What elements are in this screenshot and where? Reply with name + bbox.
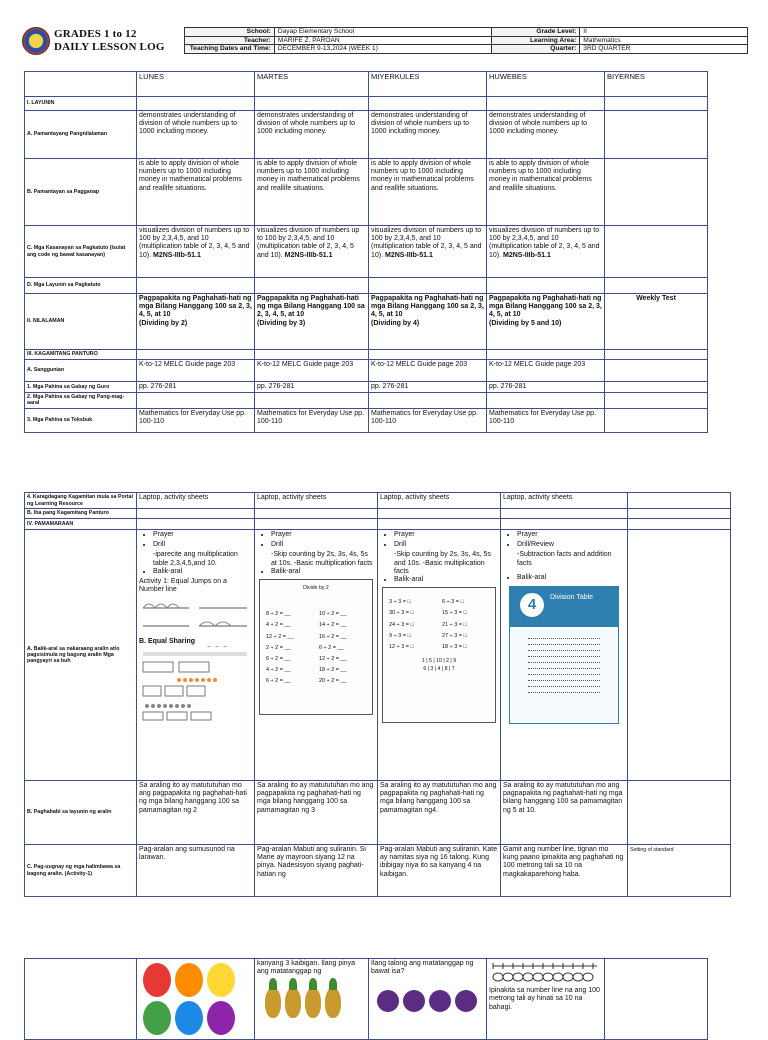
pamantayang-pangnilalaman-label: A. Pamantayang Pangnilalaman (25, 111, 137, 159)
equal-sharing-image (139, 646, 251, 726)
learning-area-label: Learning Area: (492, 36, 580, 45)
competency-code: M2NS-IIIb-51.1 (385, 251, 433, 259)
worksheet-title: Divide by 2 (303, 585, 329, 592)
division-table-image (509, 586, 619, 724)
textbook-pages-tue: Mathematics for Everyday Use pp. 100-110 (255, 408, 369, 432)
examples-tue: Pag-aralan Mabuti ang suliranin. Si Marie ay mayroon siyang 12 na pinya. Nadesisyon siyang paghati-hatian ng (255, 845, 378, 897)
teacher-value: MARIFE Z. PAROAN (274, 36, 492, 45)
content-division: (Dividing by 4) (371, 319, 420, 327)
competency-tue (255, 226, 369, 278)
layunin-label: I. LAYUNIN (25, 97, 137, 111)
divide-by-3-worksheet-image: 3 ÷ 3 = □ 6 ÷ 3 = □ 30 ÷ 3 = □ 15 ÷ 3 = □ 24 ÷ 3 = □ 21 ÷ 3 = □ 9 ÷ 3 = □ 27 ÷ 3 = □ 12 ÷ 3 = □ 18 ÷ 3 = □ 1 | 5 | 10 | 2 | 9 6 | 3 | 4 | 8 | 7 (382, 587, 496, 723)
content-division: (Dividing by 2) (139, 319, 188, 327)
eggplant-cell (369, 959, 487, 1040)
quarter-label: Quarter: (492, 45, 580, 54)
review-tue (255, 530, 378, 781)
corner-cell (25, 72, 137, 97)
nilalaman-label: II. NILALAMAN (25, 294, 137, 350)
competency-code: M2NS-IIIb-51.1 (284, 251, 333, 259)
pag-uugnay-label: C. Pag-uugnay ng mga halimbawa sa bagong aralin. (Activity-1) (25, 845, 137, 897)
reference-tue: K-to-12 MELC Guide page 203 (255, 360, 369, 382)
balik-aral-item: • Balik-aral (153, 568, 252, 576)
balik-aral-item: • Balik-aral (394, 576, 498, 584)
prayer-item: • Prayer (271, 531, 375, 539)
balik-aral-label: A. Balik-aral sa nakaraang aralin at/o pagsisimula ng bagong aralin Mga pangyayri sa buh (25, 530, 137, 781)
dll-title-line1: GRADES 1 to 12 (54, 28, 137, 40)
learning-area-value: Mathematics (580, 36, 748, 45)
content-division: (Dividing by 3) (257, 319, 306, 327)
teaching-dates-label: Teaching Dates and Time: (185, 45, 275, 54)
review-wed (378, 530, 501, 781)
school-label: School: (185, 28, 275, 37)
balloons-image-cell (137, 959, 255, 1040)
competency-code: M2NS-IIIb-51.1 (153, 251, 201, 259)
teacher-label: Teacher: (185, 36, 275, 45)
dll-title-line2: DAILY LESSON LOG (54, 40, 165, 53)
examples-fri: Setting of standard (628, 845, 731, 897)
materials-tue: Laptop, activity sheets (255, 493, 378, 509)
activity1-text: Activity 1: Equal Jumps on a Number line (139, 578, 227, 594)
balloons-image (139, 960, 252, 1038)
purpose-wed: Sa araling ito ay matututuhan mo ang pagpapakita ng paghahati-hati ng mga bilang hanggang 100 sa pamamagitan ng4. (378, 781, 501, 845)
examples-mon: Pag-aralan ang sumusunod na larawan. (137, 845, 255, 897)
review-mon (137, 530, 255, 781)
drill-subtext: -iparecite ang multiplication table 2,3,4,5,and 10. (153, 551, 238, 567)
number-line-image (139, 594, 251, 634)
materials-mon: Laptop, activity sheets (137, 493, 255, 509)
content-standard-thu: demonstrates understanding of division of whole numbers up to 1000 including money. (487, 111, 605, 159)
school-value: Dayap Elementary School (274, 28, 492, 37)
competency-text: visualizes division of numbers up to 100 by 2,3,4,5, and 10 (multiplication table of 2, 3, 4, 5 and 10). (371, 227, 482, 259)
kagamitang-panturo-label: III. KAGAMITANG PANTURO (25, 350, 137, 360)
teacher-guide-pages-tue: pp. 276-281 (255, 382, 369, 393)
karagdagang-kagamitan-label: 4. Karagdagang Kagamitan mula sa Portal ng Learning Resource (25, 493, 137, 509)
performance-standard-tue: is able to apply division of whole numbers up to 1000 including money in mathematical problems and reallife situations. (255, 159, 369, 226)
divide-by-2-worksheet-image: Divide by 2 8 ÷ 2 = __ 10 ÷ 2 = __ 4 ÷ 2 = __ 14 ÷ 2 = __ 12 ÷ 2 = __ 16 ÷ 2 = __ 2 ÷ 2 = __ 6 ÷ 2 = __ 6 ÷ 2 = __ 12 ÷ 2 = __ 4 ÷ 2 = __ 18 ÷ 2 = __ 6 ÷ 2 = __ 20 ÷ 2 = __ (259, 579, 373, 715)
performance-standard-thu: is able to apply division of whole numbers up to 1000 including money in mathematical problems and reallife situations. (487, 159, 605, 226)
reference-wed: K-to-12 MELC Guide page 203 (369, 360, 487, 382)
division-table-number: 4 (520, 593, 544, 617)
eggplants-image (371, 976, 484, 1015)
day-header-tuesday: MARTES (255, 72, 369, 97)
pamamaraan-label: IV. PAMAMARAAN (25, 519, 137, 530)
content-wed (369, 294, 487, 350)
drill-subtext: -Skip counting by 2s, 3s, 4s, 5s at 10s. -Basic multiplication facts (271, 551, 373, 567)
drill-item: • Drill (153, 541, 252, 549)
gabay-guro-label: 1. Mga Pahina sa Gabay ng Guro (25, 382, 137, 393)
content-title: Pagpapakita ng Paghahati-hati ng mga Bilang Hanggang 100 sa 2, 3, 4, 5, at 10 (371, 295, 484, 319)
content-standard-wed: demonstrates understanding of division of whole numbers up to 1000 including money. (369, 111, 487, 159)
performance-standard-mon: is able to apply division of whole numbers up to 1000 including money in mathematical problems and reallife situations. (137, 159, 255, 226)
continuation-label-cell (25, 959, 137, 1040)
day-header-thursday: HUWEBES (487, 72, 605, 97)
balik-aral-item: • Balik-aral (271, 568, 375, 576)
drill-item: • Drill (394, 541, 498, 549)
lesson-log-table-1 (24, 71, 708, 433)
purpose-thu: Sa araling ito ay matututuhan mo ang pagpapakita ng paghahati-hati ng mga bilang hanggang 100 sa pamamagitan ng 5 at 10. (501, 781, 628, 845)
drill-subtext: -Skip counting by 2s, 3s, 4s, 5s and 10s. -Basic multiplication facts (394, 551, 491, 575)
sanggunian-label: A. Sanggunian (25, 360, 137, 382)
examples-thu: Gamit ang number line, tignan mo kung paano ipinakita ang paghahati ng 100 metrong tali sa 10 na magkakaparehong haba. (501, 845, 628, 897)
dll-title (54, 28, 165, 53)
content-title: Pagpapakita ng Paghahati-hati ng mga Bilang Hanggang 100 sa 2, 3, 4, 5, at 10 (139, 295, 252, 319)
grade-level-value: II (580, 28, 748, 37)
competency-code: M2NS-IIIb-51.1 (503, 251, 551, 259)
paghahabi-label: B. Paghahabi sa layunin ng aralin (25, 781, 137, 845)
competency-thu (487, 226, 605, 278)
lesson-log-table-2 (24, 492, 731, 897)
reference-mon: K-to-12 MELC Guide page 203 (137, 360, 255, 382)
teksbuk-label: 3. Mga Pahina sa Teksbuk (25, 408, 137, 432)
day-header-wednesday: MIYERKULES (369, 72, 487, 97)
review-thu (501, 530, 628, 781)
prayer-item: • Prayer (394, 531, 498, 539)
day-header-monday: LUNES (137, 72, 255, 97)
content-standard-mon: demonstrates understanding of division of whole numbers up to 1000 including money. (137, 111, 255, 159)
competency-text: visualizes division of numbers up to 100 by 2,3,4,5, and 10 (multiplication table of 2, 3, 4, 5 and 10). (257, 227, 360, 259)
textbook-pages-thu: Mathematics for Everyday Use pp. 100-110 (487, 408, 605, 432)
lesson-log-table-3 (24, 958, 708, 1040)
content-thu (487, 294, 605, 350)
drill-subtext: -Subtraction facts and addition facts (517, 551, 612, 567)
competency-text: visualizes division of numbers up to 100 by 2,3,4,5, and 10 (multiplication table of 2, 3, 4, 5 and 10). (139, 227, 250, 259)
school-logo-header (22, 27, 178, 57)
rope-number-line-image (489, 960, 601, 984)
content-mon (137, 294, 255, 350)
deped-seal-icon (22, 27, 50, 55)
number-line-cell (487, 959, 605, 1040)
teacher-guide-pages-wed: pp. 276-281 (369, 382, 487, 393)
continuation-thu-text: Ipinakita sa number line na ang 100 metrong tali ay hinati sa 10 na bahagi. (489, 987, 600, 1011)
continuation-tue-text: kanyang 3 kaibigan. Ilang pinya ang matatanggap ng (257, 960, 356, 976)
pineapple-cell (255, 959, 369, 1040)
equal-sharing-text: B. Equal Sharing (139, 637, 196, 645)
teacher-guide-pages-thu: pp. 276-281 (487, 382, 605, 393)
teacher-guide-pages-mon: pp. 276-281 (137, 382, 255, 393)
materials-thu: Laptop, activity sheets (501, 493, 628, 509)
textbook-pages-wed: Mathematics for Everyday Use pp. 100-110 (369, 408, 487, 432)
prayer-item: • Prayer (153, 531, 252, 539)
pineapples-image (257, 976, 366, 1021)
drill-item: • Drill (271, 541, 375, 549)
day-header-friday: BIYERNES (605, 72, 708, 97)
header-info-table (184, 27, 748, 54)
purpose-tue: Sa araling ito ay matututuhan mo ang pagpapakita ng paghahati-hati ng mga bilang hanggang 100 sa pamamagitan ng 3 (255, 781, 378, 845)
competency-text: visualizes division of numbers up to 100 by 2,3,4,5, and 10 (multiplication table of 2, 3, 4, 5 and 10). (489, 227, 600, 259)
purpose-mon: Sa araling ito ay matututuhan mo ang pagpapakita ng paghahati-hati ng mga bilang hanggang 100 sa pamamagitan ng 2 (137, 781, 255, 845)
iba-pang-kagamitan-label: B. Iba pang Kagamitang Panturo (25, 509, 137, 519)
mga-layunin-label: D. Mga Layunin sa Pagkatuto (25, 278, 137, 294)
continuation-wed-text: Ilang talong ang matatanggap ng bawat isa? (371, 960, 474, 976)
gabay-mag-aaral-label: 2. Mga Pahina sa Gabay ng Pang-mag-aaral (25, 393, 137, 408)
competency-mon (137, 226, 255, 278)
weekly-test-cell: Weekly Test (605, 294, 708, 350)
kasanayan-label: C. Mga Kasanayan sa Pagkatuto (Isulat ang code ng bawat kasanayan) (25, 226, 137, 278)
teaching-dates-value: DECEMBER 9-13,2024 (WEEK 1) (274, 45, 492, 54)
examples-wed: Pag-aralan Mabuti ang suliranin. Kate ay namitas siya ng 16 talong. Kung ibibigay niya ito sa kanyang 4 na kaibigan. (378, 845, 501, 897)
prayer-item: • Prayer (517, 531, 625, 539)
division-table-title: Division Table (550, 594, 594, 602)
balik-aral-item: • Balik-aral (517, 574, 625, 582)
content-division: (Dividing by 5 and 10) (489, 319, 562, 327)
content-standard-tue: demonstrates understanding of division of whole numbers up to 1000 including money. (255, 111, 369, 159)
reference-thu: K-to-12 MELC Guide page 203 (487, 360, 605, 382)
content-title: Pagpapakita ng Paghahati-hati ng mga Bilang Hanggang 100 sa 2, 3, 4, 5, at 10 (257, 295, 365, 319)
drill-review-item: • Drill/Review (517, 541, 625, 549)
materials-wed: Laptop, activity sheets (378, 493, 501, 509)
textbook-pages-mon: Mathematics for Everyday Use pp. 100-110 (137, 408, 255, 432)
grade-level-label: Grade Level: (492, 28, 580, 37)
content-tue (255, 294, 369, 350)
quarter-value: 3RD QUARTER (580, 45, 748, 54)
competency-wed (369, 226, 487, 278)
content-title: Pagpapakita ng Paghahati-hati ng mga Bilang Hanggang 100 sa 2, 3, 4, 5, at 10 (489, 295, 602, 319)
pamantayan-sa-pagganap-label: B. Pamantayan sa Pagganap (25, 159, 137, 226)
performance-standard-wed: is able to apply division of whole numbers up to 1000 including money in mathematical problems and reallife situations. (369, 159, 487, 226)
